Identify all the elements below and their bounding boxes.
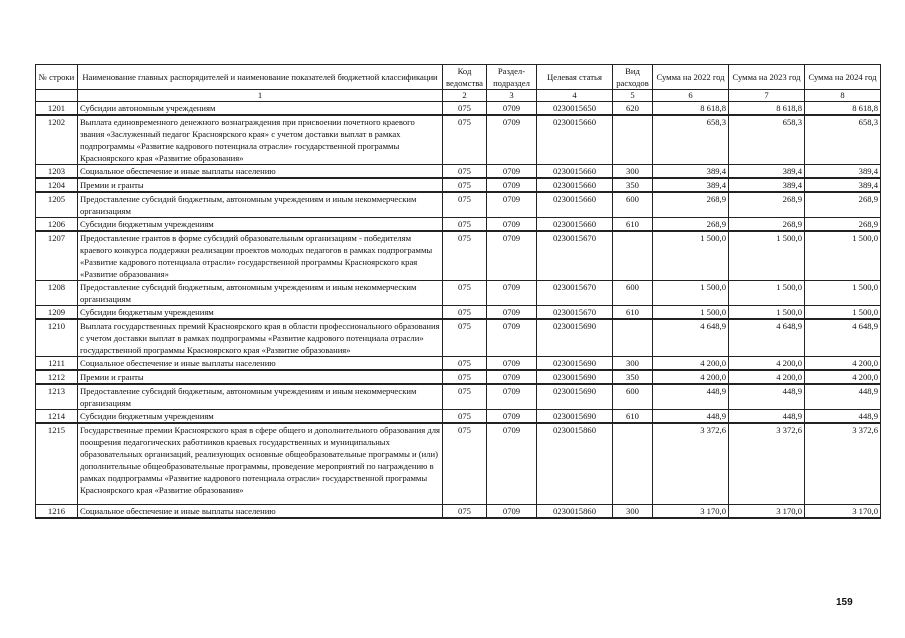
row-name-cell: Предоставление субсидий бюджетным, автономным учреждениям и иным некоммерческим организациям <box>78 192 443 218</box>
row-section-cell: 0709 <box>487 384 537 410</box>
row-dept-code-cell: 075 <box>443 102 487 116</box>
row-sum-2022-cell: 268,9 <box>653 192 729 218</box>
row-sum-2023-cell: 4 200,0 <box>729 357 805 371</box>
row-name-cell: Премии и гранты <box>78 370 443 384</box>
row-sum-2024-cell: 658,3 <box>805 115 881 165</box>
row-section-cell: 0709 <box>487 423 537 505</box>
table-row <box>36 505 881 519</box>
column-number: 7 <box>729 90 805 102</box>
row-target-item-cell: 0230015860 <box>537 423 613 505</box>
table-row <box>36 357 881 371</box>
row-dept-code-cell: 075 <box>443 423 487 505</box>
row-number-cell: 1202 <box>36 115 78 165</box>
row-expense-type-cell <box>613 423 653 505</box>
row-name-cell: Социальное обеспечение и иные выплаты населению <box>78 505 443 519</box>
header-section: Раздел-подраздел <box>487 65 537 90</box>
table-row <box>36 218 881 232</box>
row-section-cell: 0709 <box>487 218 537 232</box>
row-expense-type-cell: 610 <box>613 306 653 320</box>
row-dept-code-cell: 075 <box>443 192 487 218</box>
table-row <box>36 192 881 218</box>
table-row <box>36 165 881 179</box>
row-expense-type-cell: 300 <box>613 357 653 371</box>
budget-table <box>35 64 881 519</box>
row-sum-2022-cell: 448,9 <box>653 410 729 424</box>
row-sum-2023-cell: 1 500,0 <box>729 231 805 281</box>
row-expense-type-cell: 600 <box>613 192 653 218</box>
column-number <box>36 90 78 102</box>
row-sum-2024-cell: 3 170,0 <box>805 505 881 519</box>
row-section-cell: 0709 <box>487 102 537 116</box>
row-target-item-cell: 0230015690 <box>537 319 613 357</box>
row-section-cell: 0709 <box>487 306 537 320</box>
row-dept-code-cell: 075 <box>443 281 487 306</box>
row-target-item-cell: 0230015660 <box>537 218 613 232</box>
row-expense-type-cell <box>613 319 653 357</box>
row-expense-type-cell <box>613 115 653 165</box>
table-row <box>36 319 881 357</box>
row-name-cell: Выплата государственных премий Красноярского края в области профессионального образования с учетом доставки выплат в рамках подпрограммы «Развитие кадрового потенциала отрасли» государственной программы Красноярского края «Развитие образования» <box>78 319 443 357</box>
table-row <box>36 102 881 116</box>
header-sum-2022: Сумма на 2022 год <box>653 65 729 90</box>
row-section-cell: 0709 <box>487 178 537 192</box>
row-sum-2024-cell: 389,4 <box>805 165 881 179</box>
row-sum-2024-cell: 1 500,0 <box>805 231 881 281</box>
row-section-cell: 0709 <box>487 319 537 357</box>
table-row <box>36 178 881 192</box>
row-sum-2023-cell: 389,4 <box>729 178 805 192</box>
row-dept-code-cell: 075 <box>443 384 487 410</box>
row-sum-2023-cell: 389,4 <box>729 165 805 179</box>
header-expense-type: Вид расходов <box>613 65 653 90</box>
column-number: 1 <box>78 90 443 102</box>
row-name-cell: Субсидии бюджетным учреждениям <box>78 218 443 232</box>
header-dept-code: Код ведомства <box>443 65 487 90</box>
row-name-cell: Субсидии бюджетным учреждениям <box>78 306 443 320</box>
column-number: 5 <box>613 90 653 102</box>
table-row <box>36 231 881 281</box>
table-header-row <box>36 65 881 90</box>
row-number-cell: 1211 <box>36 357 78 371</box>
row-number-cell: 1210 <box>36 319 78 357</box>
row-sum-2022-cell: 448,9 <box>653 384 729 410</box>
row-number-cell: 1207 <box>36 231 78 281</box>
table-row <box>36 370 881 384</box>
row-dept-code-cell: 075 <box>443 357 487 371</box>
row-dept-code-cell: 075 <box>443 410 487 424</box>
row-section-cell: 0709 <box>487 505 537 519</box>
row-target-item-cell: 0230015660 <box>537 165 613 179</box>
row-expense-type-cell: 620 <box>613 102 653 116</box>
row-number-cell: 1213 <box>36 384 78 410</box>
row-sum-2024-cell: 4 200,0 <box>805 370 881 384</box>
row-target-item-cell: 0230015860 <box>537 505 613 519</box>
row-target-item-cell: 0230015660 <box>537 178 613 192</box>
table-row <box>36 384 881 410</box>
row-sum-2024-cell: 389,4 <box>805 178 881 192</box>
row-expense-type-cell: 300 <box>613 505 653 519</box>
row-sum-2023-cell: 1 500,0 <box>729 306 805 320</box>
row-name-cell: Предоставление грантов в форме субсидий образовательным организациям - победителям краевого конкурса поддержки реализации проектов молодых педагогов в рамках подпрограммы «Развитие кадрового потенциала отрасли» государственной программы Красноярского края «Развитие образования» <box>78 231 443 281</box>
row-expense-type-cell: 300 <box>613 165 653 179</box>
row-sum-2024-cell: 1 500,0 <box>805 281 881 306</box>
row-target-item-cell: 0230015670 <box>537 306 613 320</box>
row-number-cell: 1201 <box>36 102 78 116</box>
row-sum-2022-cell: 268,9 <box>653 218 729 232</box>
row-sum-2022-cell: 389,4 <box>653 165 729 179</box>
row-dept-code-cell: 075 <box>443 218 487 232</box>
table-row <box>36 306 881 320</box>
row-dept-code-cell: 075 <box>443 178 487 192</box>
row-dept-code-cell: 075 <box>443 165 487 179</box>
row-sum-2023-cell: 4 648,9 <box>729 319 805 357</box>
row-sum-2024-cell: 4 648,9 <box>805 319 881 357</box>
page-number: 159 <box>836 597 853 608</box>
row-number-cell: 1203 <box>36 165 78 179</box>
row-sum-2022-cell: 8 618,8 <box>653 102 729 116</box>
row-name-cell: Премии и гранты <box>78 178 443 192</box>
row-sum-2024-cell: 268,9 <box>805 218 881 232</box>
row-sum-2023-cell: 1 500,0 <box>729 281 805 306</box>
row-sum-2022-cell: 3 372,6 <box>653 423 729 505</box>
row-expense-type-cell: 610 <box>613 410 653 424</box>
row-section-cell: 0709 <box>487 192 537 218</box>
row-section-cell: 0709 <box>487 410 537 424</box>
row-target-item-cell: 0230015690 <box>537 384 613 410</box>
table-row <box>36 115 881 165</box>
row-expense-type-cell: 610 <box>613 218 653 232</box>
row-section-cell: 0709 <box>487 357 537 371</box>
row-sum-2023-cell: 268,9 <box>729 192 805 218</box>
column-number-row <box>36 90 881 102</box>
row-sum-2023-cell: 8 618,8 <box>729 102 805 116</box>
row-sum-2022-cell: 1 500,0 <box>653 281 729 306</box>
row-sum-2023-cell: 3 170,0 <box>729 505 805 519</box>
row-name-cell: Субсидии бюджетным учреждениям <box>78 410 443 424</box>
row-sum-2022-cell: 1 500,0 <box>653 231 729 281</box>
row-expense-type-cell: 350 <box>613 370 653 384</box>
row-section-cell: 0709 <box>487 231 537 281</box>
row-section-cell: 0709 <box>487 165 537 179</box>
row-name-cell: Социальное обеспечение и иные выплаты населению <box>78 165 443 179</box>
header-target-item: Целевая статья <box>537 65 613 90</box>
row-expense-type-cell: 600 <box>613 281 653 306</box>
row-number-cell: 1216 <box>36 505 78 519</box>
row-sum-2024-cell: 268,9 <box>805 192 881 218</box>
row-target-item-cell: 0230015690 <box>537 357 613 371</box>
row-sum-2024-cell: 1 500,0 <box>805 306 881 320</box>
row-name-cell: Субсидии автономным учреждениям <box>78 102 443 116</box>
row-target-item-cell: 0230015660 <box>537 192 613 218</box>
row-sum-2022-cell: 4 648,9 <box>653 319 729 357</box>
table-body <box>36 102 881 519</box>
row-dept-code-cell: 075 <box>443 306 487 320</box>
row-target-item-cell: 0230015670 <box>537 231 613 281</box>
row-number-cell: 1208 <box>36 281 78 306</box>
row-sum-2022-cell: 4 200,0 <box>653 370 729 384</box>
row-number-cell: 1214 <box>36 410 78 424</box>
header-sum-2024: Сумма на 2024 год <box>805 65 881 90</box>
header-row-number: № строки <box>36 65 78 90</box>
table-row <box>36 410 881 424</box>
column-number: 8 <box>805 90 881 102</box>
table-row <box>36 281 881 306</box>
row-sum-2024-cell: 4 200,0 <box>805 357 881 371</box>
row-name-cell: Выплата единовременного денежного вознаграждения при присвоении почетного краевого звания «Заслуженный педагог Красноярского края» с учетом доставки выплат в рамках подпрограммы «Развитие кадрового потенциала отрасли» государственной программы Красноярского края «Развитие образования» <box>78 115 443 165</box>
row-dept-code-cell: 075 <box>443 115 487 165</box>
row-number-cell: 1206 <box>36 218 78 232</box>
row-section-cell: 0709 <box>487 370 537 384</box>
row-target-item-cell: 0230015660 <box>537 115 613 165</box>
row-number-cell: 1209 <box>36 306 78 320</box>
row-sum-2024-cell: 8 618,8 <box>805 102 881 116</box>
column-number: 4 <box>537 90 613 102</box>
column-number: 6 <box>653 90 729 102</box>
row-sum-2023-cell: 658,3 <box>729 115 805 165</box>
row-section-cell: 0709 <box>487 281 537 306</box>
row-sum-2022-cell: 1 500,0 <box>653 306 729 320</box>
row-expense-type-cell: 350 <box>613 178 653 192</box>
row-section-cell: 0709 <box>487 115 537 165</box>
row-sum-2022-cell: 4 200,0 <box>653 357 729 371</box>
row-sum-2023-cell: 3 372,6 <box>729 423 805 505</box>
row-name-cell: Государственные премии Красноярского края в сфере общего и дополнительного образования для поощрения педагогических работников краевых государственных и муниципальных образовательных организаций, реализующих основные общеобразовательные программы и (или) дополнительные общеобразовательные программы, проведение мероприятий по награждению в рамках подпрограммы «Развитие кадрового потенциала отрасли» государственной программы Красноярского края «Развитие образования» <box>78 423 443 505</box>
header-sum-2023: Сумма на 2023 год <box>729 65 805 90</box>
row-target-item-cell: 0230015650 <box>537 102 613 116</box>
row-name-cell: Предоставление субсидий бюджетным, автономным учреждениям и иным некоммерческим организациям <box>78 384 443 410</box>
row-dept-code-cell: 075 <box>443 231 487 281</box>
row-name-cell: Социальное обеспечение и иные выплаты населению <box>78 357 443 371</box>
row-sum-2023-cell: 4 200,0 <box>729 370 805 384</box>
row-sum-2023-cell: 448,9 <box>729 384 805 410</box>
row-target-item-cell: 0230015670 <box>537 281 613 306</box>
row-sum-2022-cell: 389,4 <box>653 178 729 192</box>
row-sum-2023-cell: 448,9 <box>729 410 805 424</box>
row-number-cell: 1204 <box>36 178 78 192</box>
row-sum-2024-cell: 448,9 <box>805 410 881 424</box>
row-target-item-cell: 0230015690 <box>537 410 613 424</box>
row-number-cell: 1212 <box>36 370 78 384</box>
row-number-cell: 1215 <box>36 423 78 505</box>
row-sum-2024-cell: 3 372,6 <box>805 423 881 505</box>
row-target-item-cell: 0230015690 <box>537 370 613 384</box>
row-sum-2024-cell: 448,9 <box>805 384 881 410</box>
row-expense-type-cell <box>613 231 653 281</box>
row-sum-2022-cell: 658,3 <box>653 115 729 165</box>
table-row <box>36 423 881 505</box>
row-sum-2022-cell: 3 170,0 <box>653 505 729 519</box>
row-number-cell: 1205 <box>36 192 78 218</box>
row-dept-code-cell: 075 <box>443 319 487 357</box>
row-sum-2023-cell: 268,9 <box>729 218 805 232</box>
row-name-cell: Предоставление субсидий бюджетным, автономным учреждениям и иным некоммерческим организациям <box>78 281 443 306</box>
column-number: 2 <box>443 90 487 102</box>
header-name: Наименование главных распорядителей и наименование показателей бюджетной классификации <box>78 65 443 90</box>
column-number: 3 <box>487 90 537 102</box>
row-expense-type-cell: 600 <box>613 384 653 410</box>
row-dept-code-cell: 075 <box>443 505 487 519</box>
row-dept-code-cell: 075 <box>443 370 487 384</box>
